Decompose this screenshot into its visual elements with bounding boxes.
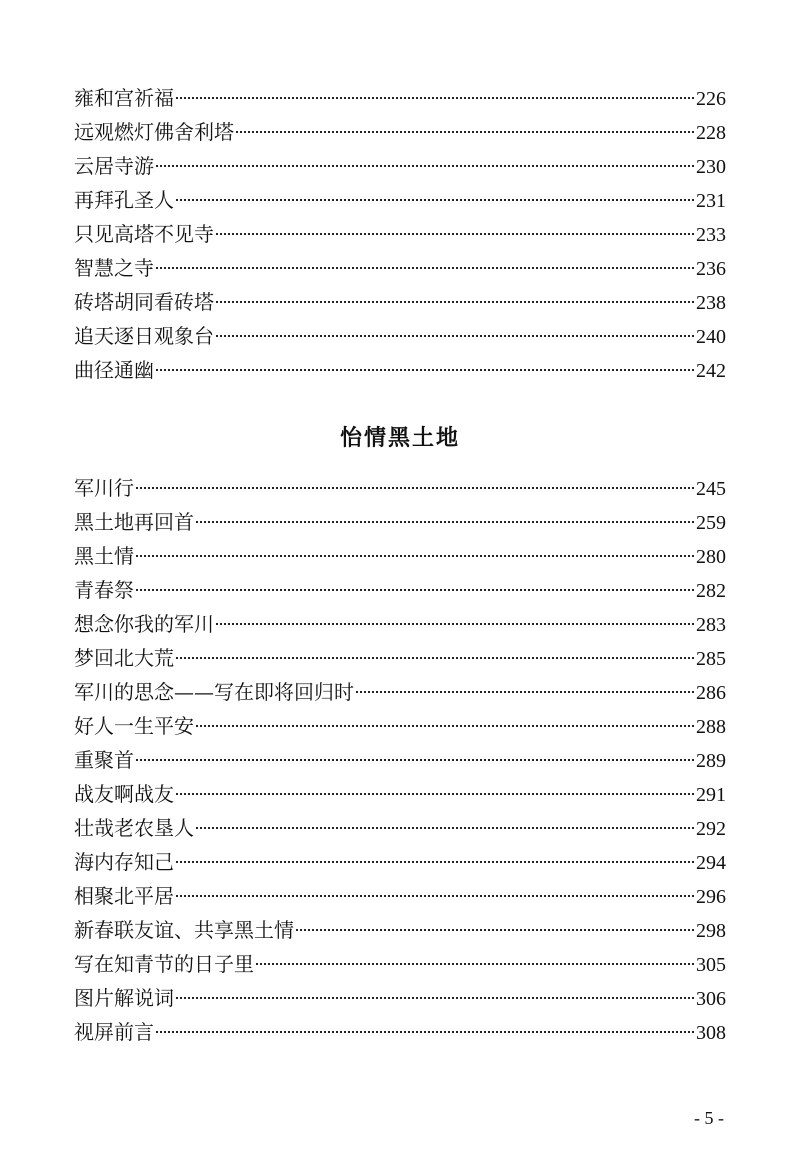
page-number: - 5 - (694, 1108, 724, 1128)
dot-leader (196, 521, 694, 523)
toc-entry-title: 写在知青节的日子里 (74, 952, 254, 976)
toc-entry-page: 245 (696, 478, 726, 500)
toc-entry-title: 海内存知己 (74, 850, 174, 874)
dot-leader (176, 793, 694, 795)
toc-entry-page: 231 (696, 190, 726, 212)
toc-entry (74, 1015, 726, 1049)
section-heading: 怡情黑土地 (339, 425, 460, 451)
toc-entry (74, 285, 726, 319)
toc-entry-title: 战友啊战友 (74, 782, 174, 806)
toc-entry-page: 236 (696, 258, 726, 280)
dot-leader (216, 301, 694, 303)
dot-leader (176, 97, 694, 99)
toc-entry (74, 319, 726, 353)
toc-entry (74, 879, 726, 913)
dot-leader (156, 165, 694, 167)
toc-entry (74, 353, 726, 387)
toc-entry-page: 242 (696, 360, 726, 382)
dot-leader (136, 759, 694, 761)
toc-entry-page: 259 (696, 512, 726, 534)
toc-entry (74, 675, 726, 709)
dot-leader (136, 589, 694, 591)
toc-entry-page: 285 (696, 648, 726, 670)
toc-entry-title: 远观燃灯佛舍利塔 (74, 120, 234, 144)
toc-entry (74, 845, 726, 879)
toc-entry-page: 296 (696, 886, 726, 908)
dot-leader (136, 555, 694, 557)
dot-leader (296, 929, 694, 931)
toc-entry-title: 想念你我的军川 (74, 612, 214, 636)
dot-leader (236, 131, 694, 133)
toc-entry-page: 292 (696, 818, 726, 840)
toc-entry-page: 306 (696, 988, 726, 1010)
toc-entry (74, 777, 726, 811)
toc-entry-title: 曲径通幽 (74, 358, 154, 382)
dot-leader (156, 267, 694, 269)
toc-entry (74, 641, 726, 675)
toc-entry-title: 重聚首 (74, 748, 134, 772)
toc-entry (74, 471, 726, 505)
dot-leader (176, 657, 694, 659)
dot-leader (216, 623, 694, 625)
toc-entry-title: 黑土地再回首 (74, 510, 194, 534)
toc-entry-page: 291 (696, 784, 726, 806)
toc-entry-title: 砖塔胡同看砖塔 (74, 290, 214, 314)
toc-entry (74, 947, 726, 981)
toc-entry (74, 505, 726, 539)
toc-entry-page: 282 (696, 580, 726, 602)
toc-entry-page: 288 (696, 716, 726, 738)
toc-entry-title: 相聚北平居 (74, 884, 174, 908)
toc-entry (74, 149, 726, 183)
toc-entry (74, 217, 726, 251)
toc-entry-page: 305 (696, 954, 726, 976)
dot-leader (176, 895, 694, 897)
dot-leader (196, 827, 694, 829)
toc-entry (74, 981, 726, 1015)
toc-entry-page: 286 (696, 682, 726, 704)
toc-entry (74, 251, 726, 285)
dot-leader (216, 335, 694, 337)
toc-entry-page: 280 (696, 546, 726, 568)
dot-leader (196, 725, 694, 727)
toc-entry-title: 军川的思念——写在即将回归时 (74, 680, 354, 704)
dot-leader (356, 691, 694, 693)
toc-entry-title: 军川行 (74, 476, 134, 500)
toc-entry-page: 308 (696, 1022, 726, 1044)
toc-entry-page: 294 (696, 852, 726, 874)
toc-entry-title: 雍和宫祈福 (74, 86, 174, 110)
dot-leader (176, 199, 694, 201)
toc-entry-title: 梦回北大荒 (74, 646, 174, 670)
toc-entry (74, 81, 726, 115)
toc-entry (74, 811, 726, 845)
toc-entry-title: 黑土情 (74, 544, 134, 568)
dot-leader (256, 963, 694, 965)
toc-entry-page: 283 (696, 614, 726, 636)
toc-entry-title: 视屏前言 (74, 1020, 154, 1044)
toc-entry (74, 607, 726, 641)
toc-entry-title: 壮哉老农垦人 (74, 816, 194, 840)
dot-leader (136, 487, 694, 489)
toc-entry-title: 青春祭 (74, 578, 134, 602)
toc-list-top (74, 81, 726, 387)
dot-leader (156, 1031, 694, 1033)
toc-entry-title: 新春联友谊、共享黑土情 (74, 918, 294, 942)
toc-entry-title: 追天逐日观象台 (74, 324, 214, 348)
toc-entry-page: 238 (696, 292, 726, 314)
toc-entry (74, 573, 726, 607)
toc-entry-page: 240 (696, 326, 726, 348)
toc-entry (74, 743, 726, 777)
toc-entry-title: 智慧之寺 (74, 256, 154, 280)
toc-entry-page: 226 (696, 88, 726, 110)
toc-entry-title: 图片解说词 (74, 986, 174, 1010)
dot-leader (176, 997, 694, 999)
toc-entry-page: 230 (696, 156, 726, 178)
dot-leader (216, 233, 694, 235)
toc-entry (74, 539, 726, 573)
toc-entry-title: 好人一生平安 (74, 714, 194, 738)
toc-list-section (74, 471, 726, 1049)
toc-entry (74, 115, 726, 149)
toc-entry-page: 228 (696, 122, 726, 144)
toc-entry (74, 183, 726, 217)
toc-entry-page: 298 (696, 920, 726, 942)
toc-entry-title: 云居寺游 (74, 154, 154, 178)
toc-entry (74, 913, 726, 947)
toc-entry-title: 再拜孔圣人 (74, 188, 174, 212)
toc-entry-page: 289 (696, 750, 726, 772)
toc-entry-title: 只见高塔不见寺 (74, 222, 214, 246)
toc-entry (74, 709, 726, 743)
dot-leader (176, 861, 694, 863)
toc-entry-page: 233 (696, 224, 726, 246)
dot-leader (156, 369, 694, 371)
